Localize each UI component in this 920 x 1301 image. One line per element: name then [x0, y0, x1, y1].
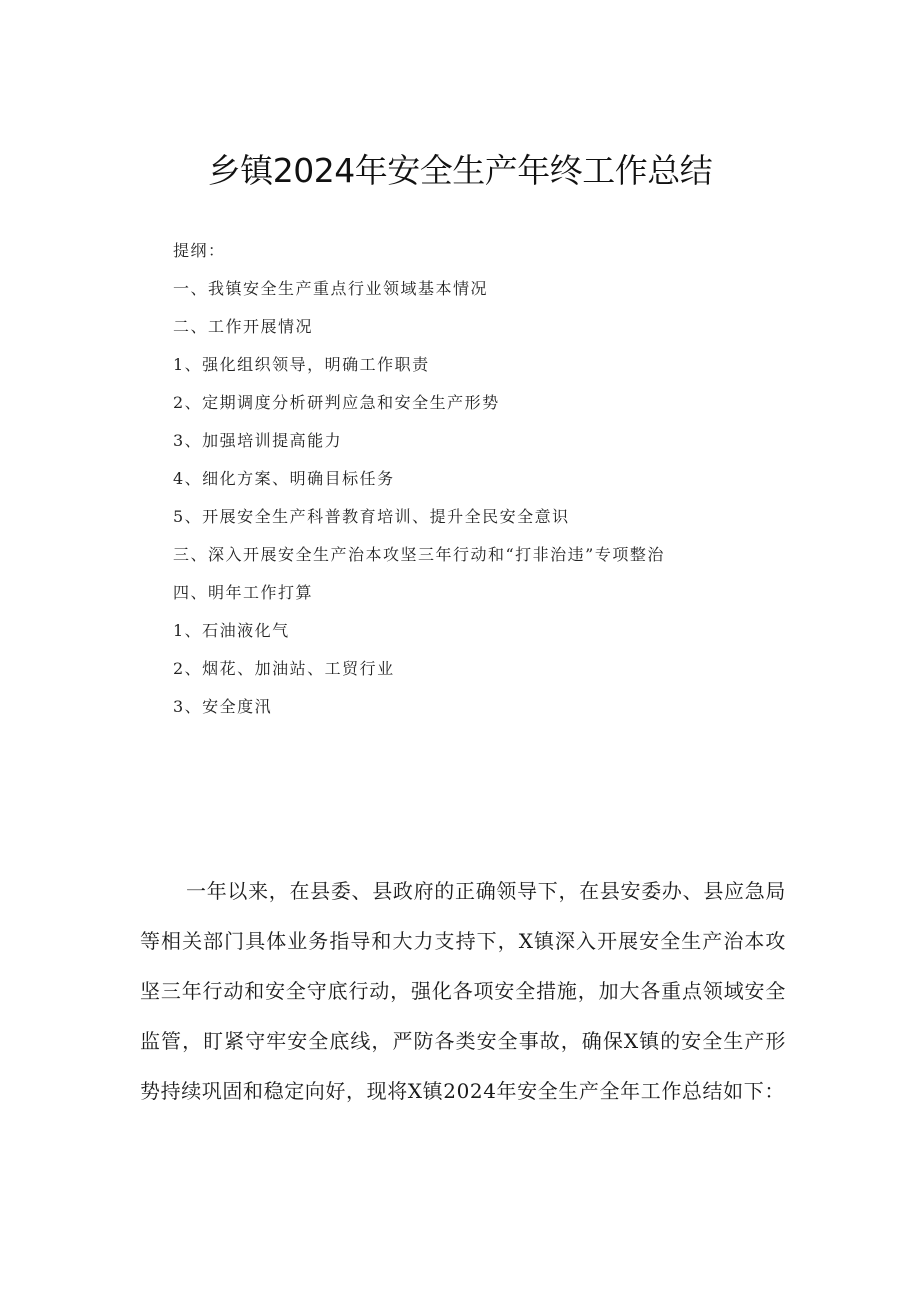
outline-item: 二、工作开展情况	[173, 317, 314, 336]
outline-item: 2、定期调度分析研判应急和安全生产形势	[173, 393, 500, 412]
outline-item: 四、明年工作打算	[173, 583, 314, 602]
outline-item: 一、我镇安全生产重点行业领域基本情况	[173, 279, 489, 298]
outline-item: 5、开展安全生产科普教育培训、提升全民安全意识	[173, 507, 570, 526]
outline-item: 2、烟花、加油站、工贸行业	[173, 659, 395, 678]
outline-item: 3、安全度汛	[173, 697, 273, 716]
document-title: 乡镇2024年安全生产年终工作总结	[207, 151, 713, 190]
intro-paragraph: 一年以来，在县委、县政府的正确领导下，在县安委办、县应急局等相关部门具体业务指导和大力支持下，X镇深入开展安全生产治本攻坚三年行动和安全守底行动，强化各项安全措施，加大各重点领域安全监管，盯紧守牢安全底线，严防各类安全事故，确保X镇的安全生产形势持续巩固和稳定向好，现将X镇2024年安全生产全年工作总结如下：	[140, 879, 786, 1103]
outline-heading: 提纲：	[173, 241, 226, 260]
outline-list	[173, 236, 793, 730]
outline-item: 4、细化方案、明确目标任务	[173, 469, 395, 488]
outline-item: 1、强化组织领导，明确工作职责	[173, 355, 430, 374]
outline-item: 1、石油液化气	[173, 621, 290, 640]
outline-item: 3、加强培训提高能力	[173, 431, 343, 450]
outline-item: 三、深入开展安全生产治本攻坚三年行动和“打非治违”专项整治	[173, 545, 665, 564]
